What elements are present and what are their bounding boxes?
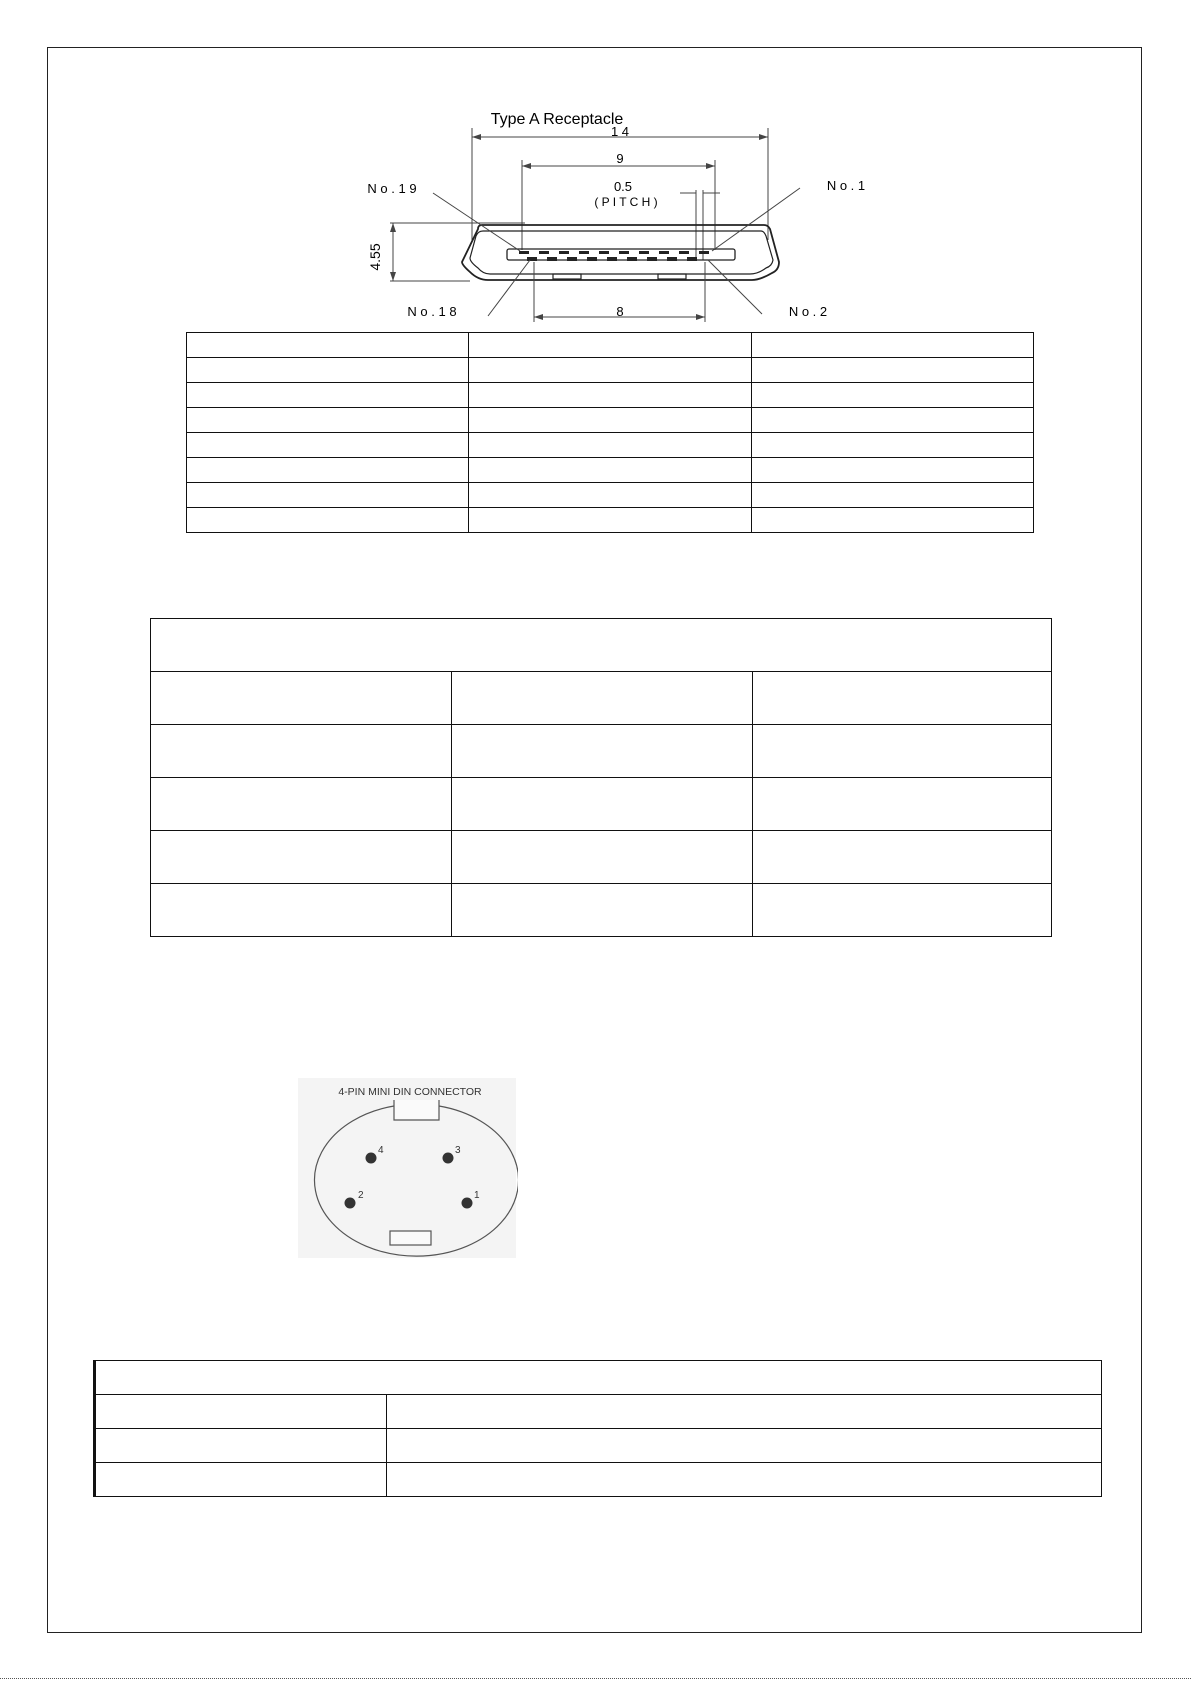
din-pin-4 — [366, 1153, 377, 1164]
table-row — [151, 831, 1052, 884]
hdmi-diagram-title: Type A Receptacle — [490, 111, 624, 128]
dim-pitch-label: ( P I T C H ) — [594, 195, 658, 209]
spec-table — [150, 618, 1052, 937]
mini-din-diagram — [298, 1078, 518, 1260]
table-row — [95, 1463, 1102, 1497]
din-pin-3-label: 3 — [455, 1145, 461, 1156]
pin-1-label: N o . 1 — [826, 178, 866, 193]
table-row — [187, 333, 1034, 358]
table-row — [187, 358, 1034, 383]
din-pin-4-label: 4 — [378, 1145, 384, 1156]
table-row — [151, 884, 1052, 937]
din-pin-2 — [345, 1198, 356, 1209]
table-row — [187, 408, 1034, 433]
table-header-row — [151, 619, 1052, 672]
table-row — [151, 778, 1052, 831]
table-row — [95, 1395, 1102, 1429]
table-row — [151, 725, 1052, 778]
pin-2-label: N o . 2 — [788, 304, 828, 319]
table-header-row — [95, 1361, 1102, 1395]
din-pin-2-label: 2 — [358, 1190, 364, 1201]
table-row — [187, 433, 1034, 458]
dim-height-label: 4.55 — [367, 243, 383, 271]
page-bottom-rule — [0, 1678, 1191, 1679]
pin-18-label: N o . 1 8 — [407, 304, 457, 319]
table-row — [95, 1429, 1102, 1463]
dim-width-label: 1 4 — [610, 124, 630, 139]
table-row — [187, 458, 1034, 483]
din-pin-1 — [462, 1198, 473, 1209]
table-row — [151, 672, 1052, 725]
din-bottom-key — [390, 1231, 431, 1245]
din-diagram-title: 4-PIN MINI DIN CONNECTOR — [338, 1086, 482, 1098]
din-pin-1-label: 1 — [474, 1190, 480, 1201]
din-pin-table — [93, 1360, 1102, 1497]
din-pin-3 — [443, 1153, 454, 1164]
din-key-notch — [394, 1100, 439, 1120]
table-row — [187, 483, 1034, 508]
table-row — [187, 383, 1034, 408]
table-row — [187, 508, 1034, 533]
dim-bottom-label: 8 — [616, 304, 624, 319]
hdmi-type-a-diagram — [330, 100, 910, 325]
hdmi-pin-table — [186, 332, 1034, 533]
dim-inner-label: 9 — [616, 151, 624, 166]
pin-19-label: N o . 1 9 — [367, 181, 417, 196]
dim-pitch-value: 0.5 — [613, 179, 633, 194]
